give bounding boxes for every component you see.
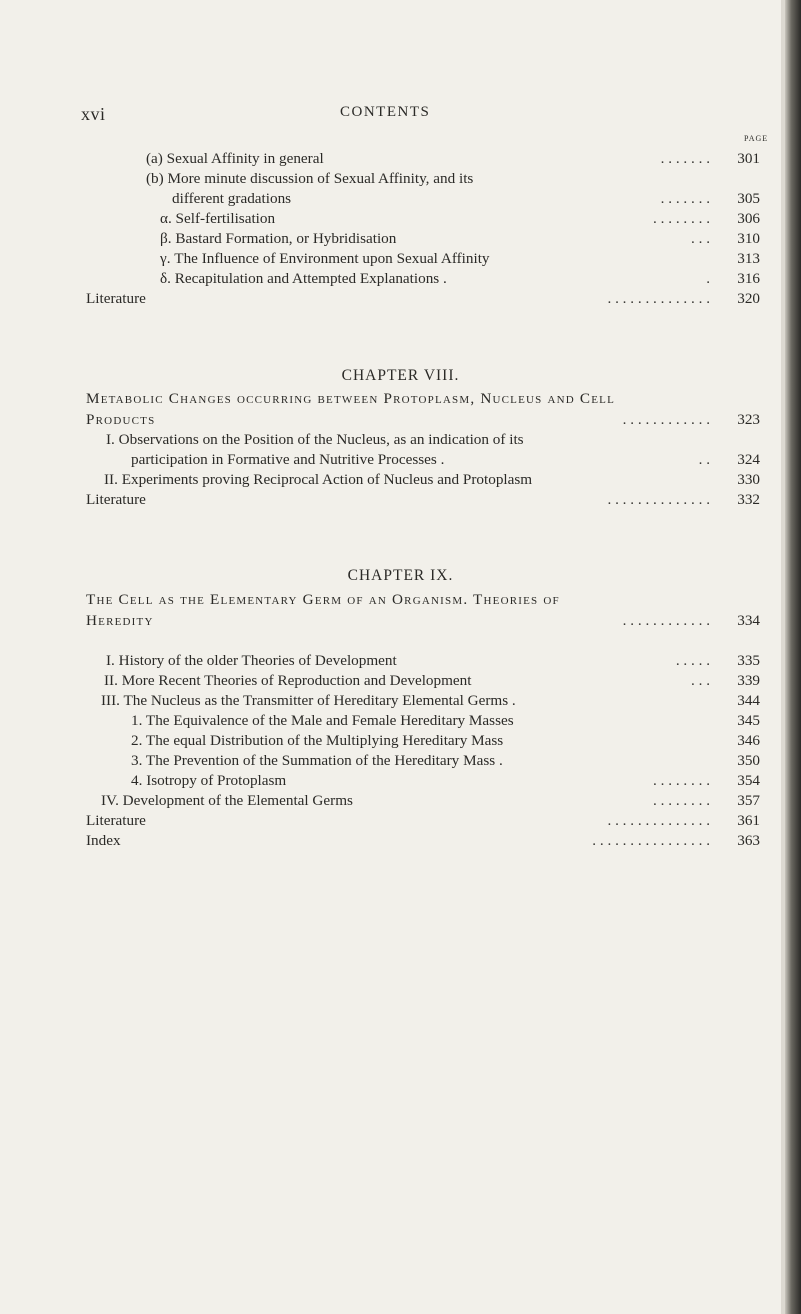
leader-dots: . . . . . . . . <box>653 772 710 789</box>
chapter-9-title-line-1 <box>0 590 760 610</box>
toc-entry <box>0 671 760 691</box>
toc-entry <box>0 490 760 510</box>
toc-entry-title: β. Bastard Formation, or Hybridisation <box>160 230 397 247</box>
toc-entry <box>0 229 760 249</box>
leader-dots: . . . . . . . <box>660 150 710 167</box>
toc-entry-page: 305 <box>737 190 760 207</box>
toc-entry <box>0 711 760 731</box>
toc-entry-title: 1. The Equivalence of the Male and Female Hereditary Masses <box>131 712 514 729</box>
toc-entry-page: 345 <box>737 712 760 729</box>
leader-dots: . . . . . . . . . . . . . . . . <box>592 832 710 849</box>
toc-entry-title: δ. Recapitulation and Attempted Explanations . <box>160 270 447 287</box>
page-edge-shadow <box>785 0 801 1314</box>
toc-entry-title: (b) More minute discussion of Sexual Affinity, and its <box>146 170 474 187</box>
toc-entry-page: 330 <box>737 471 760 488</box>
toc-entry-page: 320 <box>737 290 760 307</box>
toc-entry-page: 310 <box>737 230 760 247</box>
leader-dots: . . . . . <box>675 652 710 669</box>
leader-dots: . . . . . . . . <box>653 210 710 227</box>
chapter-8-heading: CHAPTER VIII. <box>341 367 460 384</box>
toc-entry-page: 339 <box>737 672 760 689</box>
toc-entry-page: 361 <box>737 812 760 829</box>
toc-entry-title: Index <box>86 832 121 849</box>
chapter-9-title-line-2 <box>0 611 760 631</box>
toc-entry-title: 3. The Prevention of the Summation of the Hereditary Mass . <box>131 752 503 769</box>
toc-entry-page: 344 <box>737 692 760 709</box>
leader-dots: . . . <box>691 672 710 689</box>
toc-entry <box>0 751 760 771</box>
toc-entry <box>0 189 760 209</box>
toc-entry-page: 316 <box>737 270 760 287</box>
toc-entry-page: 354 <box>737 772 760 789</box>
page-number: xvi <box>81 104 106 124</box>
toc-entry <box>0 149 760 169</box>
toc-entry-page: 363 <box>737 832 760 849</box>
toc-entry-title: Literature <box>86 491 146 508</box>
toc-entry-page: 350 <box>737 752 760 769</box>
leader-dots: . . <box>698 451 710 468</box>
chapter-9-title-text-1: The Cell as the Elementary Germ of an Organism. Theories of <box>86 591 560 608</box>
toc-entry-page: 313 <box>737 250 760 267</box>
toc-entry-title: III. The Nucleus as the Transmitter of Hereditary Elemental Germs . <box>101 692 516 709</box>
chapter-8-title-page: 323 <box>737 411 760 428</box>
chapter-9-title-text-2: Heredity <box>86 612 154 629</box>
leader-dots: . . . <box>691 230 710 247</box>
toc-entry-title: II. Experiments proving Reciprocal Action of Nucleus and Protoplasm <box>104 471 533 488</box>
toc-entry <box>0 831 760 851</box>
toc-entry <box>0 470 760 490</box>
chapter-9-title-page: 334 <box>737 612 760 629</box>
leader-dots: . . . . . . . . . . . . . . <box>607 491 710 508</box>
page-column-label: PAGE <box>744 134 769 143</box>
toc-entry <box>0 269 760 289</box>
toc-entry <box>0 430 760 450</box>
toc-entry-page: 324 <box>737 451 760 468</box>
toc-entry-page: 332 <box>737 491 760 508</box>
chapter-9-heading: CHAPTER IX. <box>347 567 454 584</box>
toc-entry-title: I. Observations on the Position of the Nucleus, as an indication of its <box>106 431 524 448</box>
toc-entry <box>0 209 760 229</box>
leader-dots: . . . . . . . . . . . . . . <box>607 290 710 307</box>
leader-dots: . . . . . . . <box>660 190 710 207</box>
toc-entry-page: 301 <box>737 150 760 167</box>
toc-entry-title: II. More Recent Theories of Reproduction and Development <box>104 672 472 689</box>
toc-entry <box>0 169 760 189</box>
toc-entry <box>0 771 760 791</box>
chapter-8-title-text-2: Products <box>86 411 156 428</box>
leader-dots: . . . . . . . . <box>653 792 710 809</box>
toc-entry-title: IV. Development of the Elemental Germs <box>101 792 353 809</box>
chapter-8-title-text-1: Metabolic Changes occurring between Protoplasm, Nucleus and Cell <box>86 390 615 407</box>
toc-entry <box>0 249 760 269</box>
toc-entry-title: 2. The equal Distribution of the Multiplying Hereditary Mass <box>131 732 504 749</box>
toc-entry-page: 346 <box>737 732 760 749</box>
toc-entry-title: α. Self-fertilisation <box>160 210 276 227</box>
toc-entry-title: 4. Isotropy of Protoplasm <box>131 772 287 789</box>
toc-entry-title: Literature <box>86 290 146 307</box>
chapter-8-title-line-1 <box>0 389 760 409</box>
toc-entry <box>0 289 760 309</box>
toc-entry <box>0 450 760 470</box>
toc-entry <box>0 731 760 751</box>
leader-dots: . . . . . . . . . . . . <box>622 411 710 428</box>
toc-entry-title: γ. The Influence of Environment upon Sexual Affinity <box>160 250 490 267</box>
toc-entry-title: participation in Formative and Nutritive Processes . <box>131 451 445 468</box>
toc-entry <box>0 651 760 671</box>
chapter-8-title-line-2 <box>0 410 760 430</box>
toc-entry-page: 335 <box>737 652 760 669</box>
running-head-title: CONTENTS <box>340 104 431 120</box>
toc-entry <box>0 791 760 811</box>
leader-dots: . . . . . . . . . . . . <box>622 612 710 629</box>
toc-entry-title: I. History of the older Theories of Development <box>106 652 397 669</box>
toc-entry-page: 357 <box>737 792 760 809</box>
leader-dots: . . . . . . . . . . . . . . <box>607 812 710 829</box>
toc-entry <box>0 691 760 711</box>
toc-entry-title: (a) Sexual Affinity in general <box>146 150 324 167</box>
leader-dots: . <box>706 270 710 287</box>
toc-entry <box>0 811 760 831</box>
toc-entry-title: Literature <box>86 812 146 829</box>
toc-entry-title: different gradations <box>172 190 292 207</box>
toc-entry-page: 306 <box>737 210 760 227</box>
